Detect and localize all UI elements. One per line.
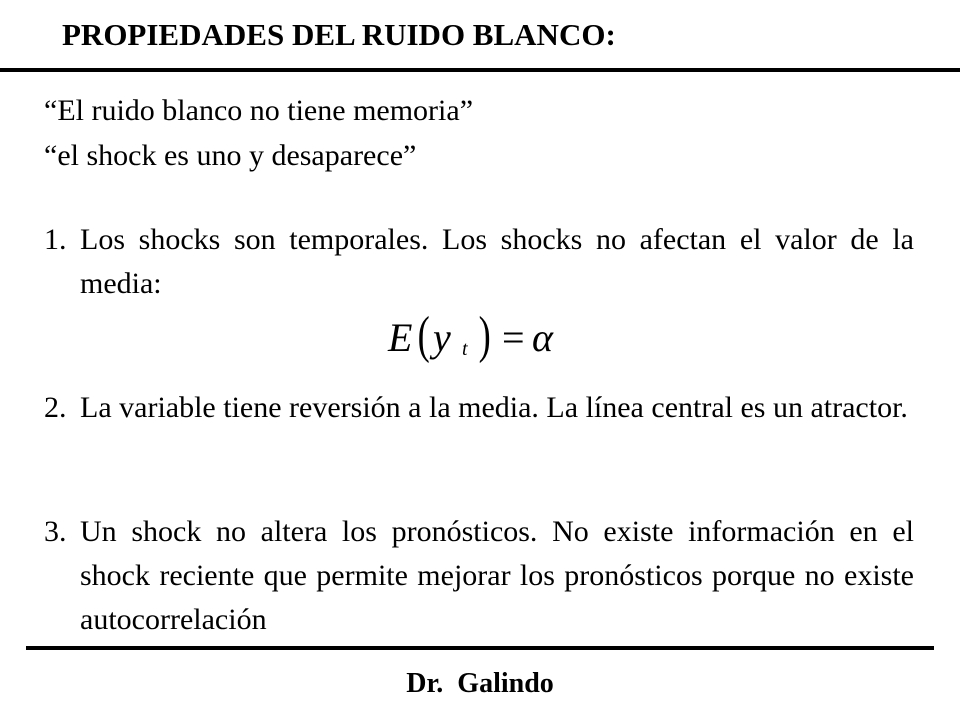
- quote-1: “El ruido blanco no tiene memoria”: [44, 94, 474, 127]
- list-item-number: 1.: [44, 223, 67, 256]
- list-item-number: 2.: [44, 391, 67, 424]
- formula-subscript: t: [462, 338, 468, 360]
- formula-variable: y: [433, 315, 451, 360]
- top-divider: [0, 68, 960, 72]
- list-item-text: Los shocks son temporales. Los shocks no afectan el valor de la media:: [80, 223, 914, 300]
- footer-author: Dr. Galindo: [406, 668, 554, 699]
- list-item-3: [44, 510, 914, 642]
- formula-alpha: α: [532, 315, 553, 360]
- list-item-text: Un shock no altera los pronósticos. No existe información en el shock reciente que permite mejorar los pronósticos porque no existe autocorrelación: [80, 515, 914, 636]
- formula-equals: =: [502, 315, 525, 360]
- formula-right-paren: ): [478, 307, 491, 364]
- list-item-1: [44, 218, 914, 306]
- formula-expectation: E: [388, 315, 413, 360]
- list-item-2: [44, 386, 914, 430]
- mean-formula: [384, 307, 564, 364]
- quote-2: “el shock es uno y desaparece”: [44, 139, 417, 172]
- formula-left-paren: (: [417, 307, 430, 364]
- list-item-text: La variable tiene reversión a la media. La línea central es un atractor.: [80, 391, 908, 424]
- bottom-divider: [26, 646, 934, 650]
- page-title: PROPIEDADES DEL RUIDO BLANCO:: [62, 17, 616, 52]
- list-item-number: 3.: [44, 515, 67, 548]
